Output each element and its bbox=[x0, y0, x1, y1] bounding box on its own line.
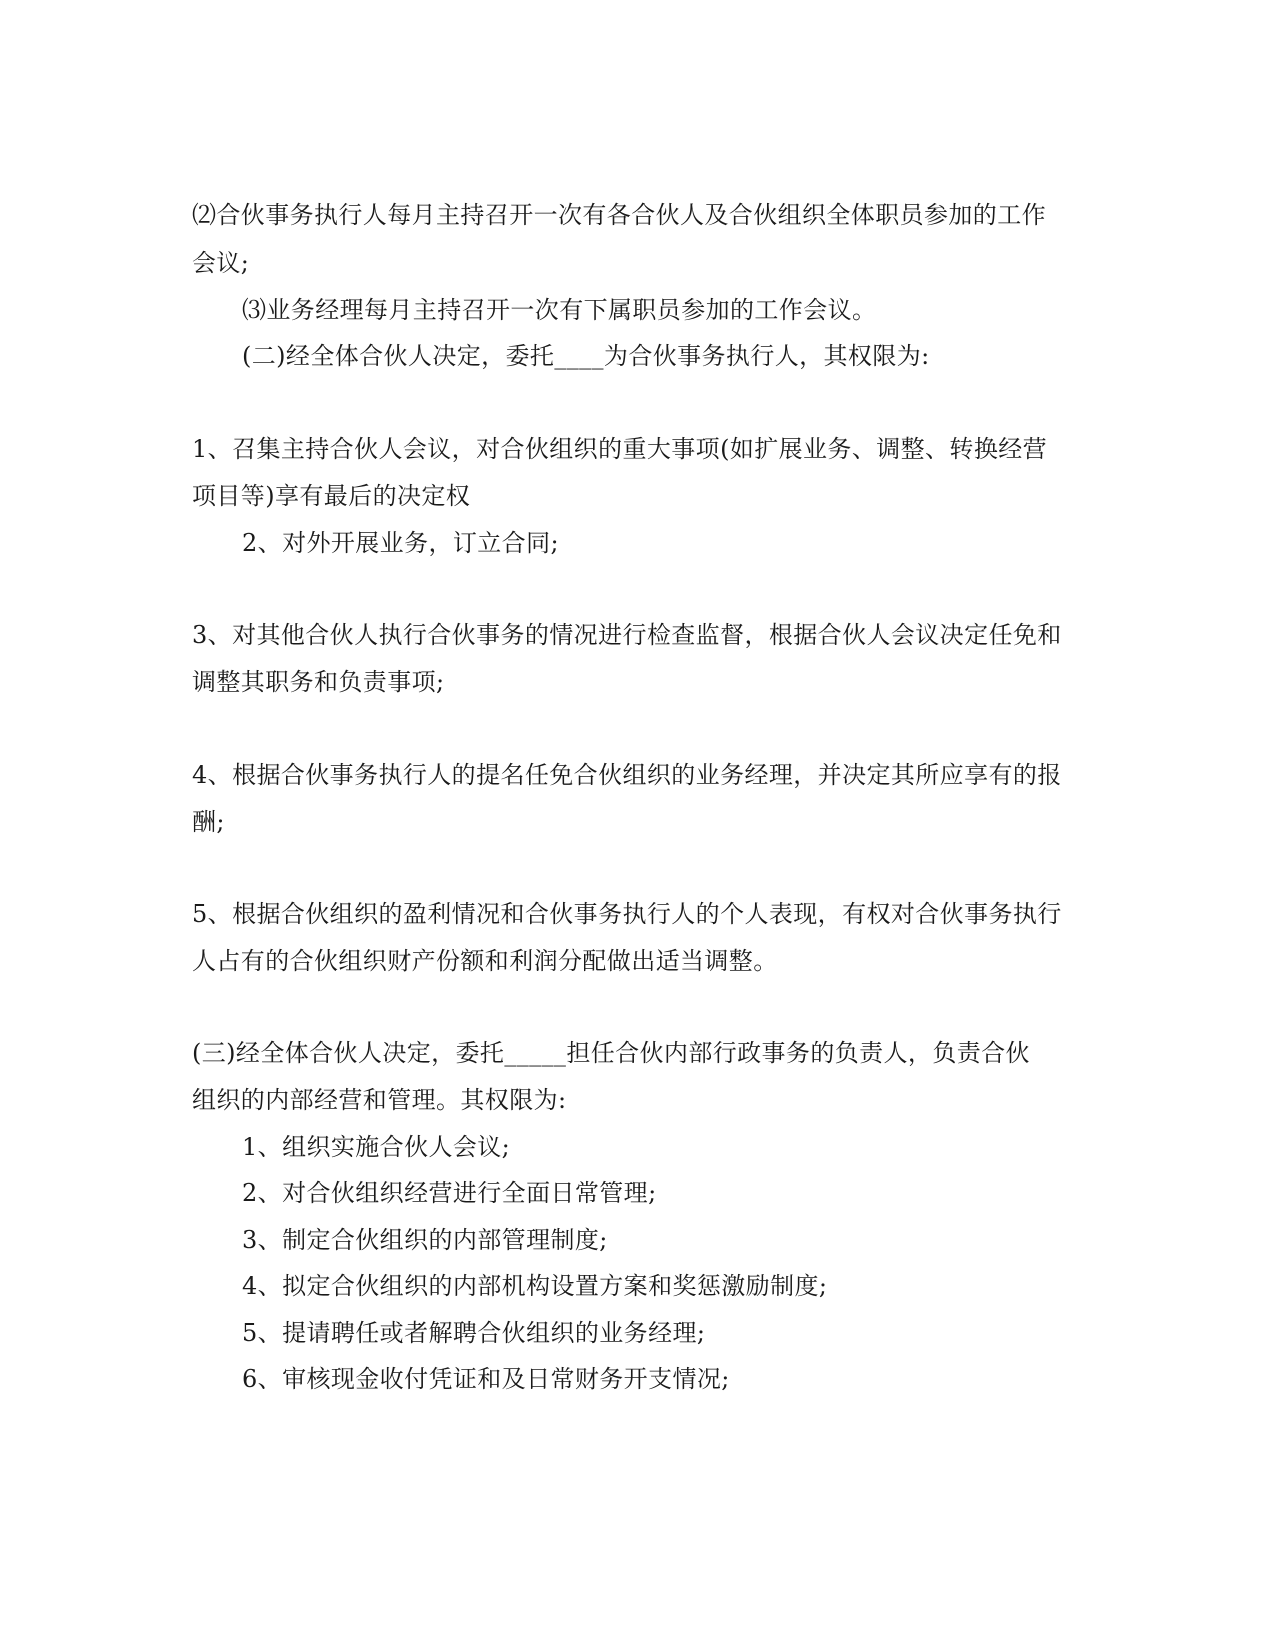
text-line: 1、组织实施合伙人会议; bbox=[242, 1133, 511, 1161]
text-line: 6、审核现金收付凭证和及日常财务开支情况; bbox=[242, 1365, 730, 1393]
text-line: 酬; bbox=[192, 808, 225, 836]
text-line: 1、召集主持合伙人会议，对合伙组织的重大事项(如扩展业务、调整、转换经营 bbox=[192, 435, 1048, 463]
text-line: 会议; bbox=[192, 249, 250, 277]
text-line: ⑵合伙事务执行人每月主持召开一次有各合伙人及合伙组织全体职员参加的工作 bbox=[192, 201, 1046, 229]
text-line: (三)经全体合伙人决定，委托_____担任合伙内部行政事务的负责人，负责合伙 bbox=[192, 1039, 1030, 1067]
text-line: 项目等)享有最后的决定权 bbox=[192, 482, 471, 510]
text-line: ⑶业务经理每月主持召开一次有下属职员参加的工作会议。 bbox=[242, 296, 877, 324]
text-line: 3、对其他合伙人执行合伙事务的情况进行检查监督，根据合伙人会议决定任免和 bbox=[192, 621, 1062, 649]
text-line: 3、制定合伙组织的内部管理制度; bbox=[242, 1226, 608, 1254]
text-line: 5、根据合伙组织的盈利情况和合伙事务执行人的个人表现，有权对合伙事务执行 bbox=[192, 900, 1062, 928]
text-line: 组织的内部经营和管理。其权限为: bbox=[192, 1086, 567, 1114]
text-line: (二)经全体合伙人决定，委托____为合伙事务执行人，其权限为: bbox=[242, 342, 930, 370]
text-line: 4、根据合伙事务执行人的提名任免合伙组织的业务经理，并决定其所应享有的报 bbox=[192, 761, 1062, 789]
text-line: 调整其职务和负责事项; bbox=[192, 668, 445, 696]
text-line: 4、拟定合伙组织的内部机构设置方案和奖惩激励制度; bbox=[242, 1272, 828, 1300]
text-line: 2、对外开展业务，订立合同; bbox=[242, 529, 559, 557]
text-line: 5、提请聘任或者解聘合伙组织的业务经理; bbox=[242, 1319, 706, 1347]
text-line: 2、对合伙组织经营进行全面日常管理; bbox=[242, 1179, 657, 1207]
text-line: 人占有的合伙组织财产份额和利润分配做出适当调整。 bbox=[192, 947, 778, 975]
